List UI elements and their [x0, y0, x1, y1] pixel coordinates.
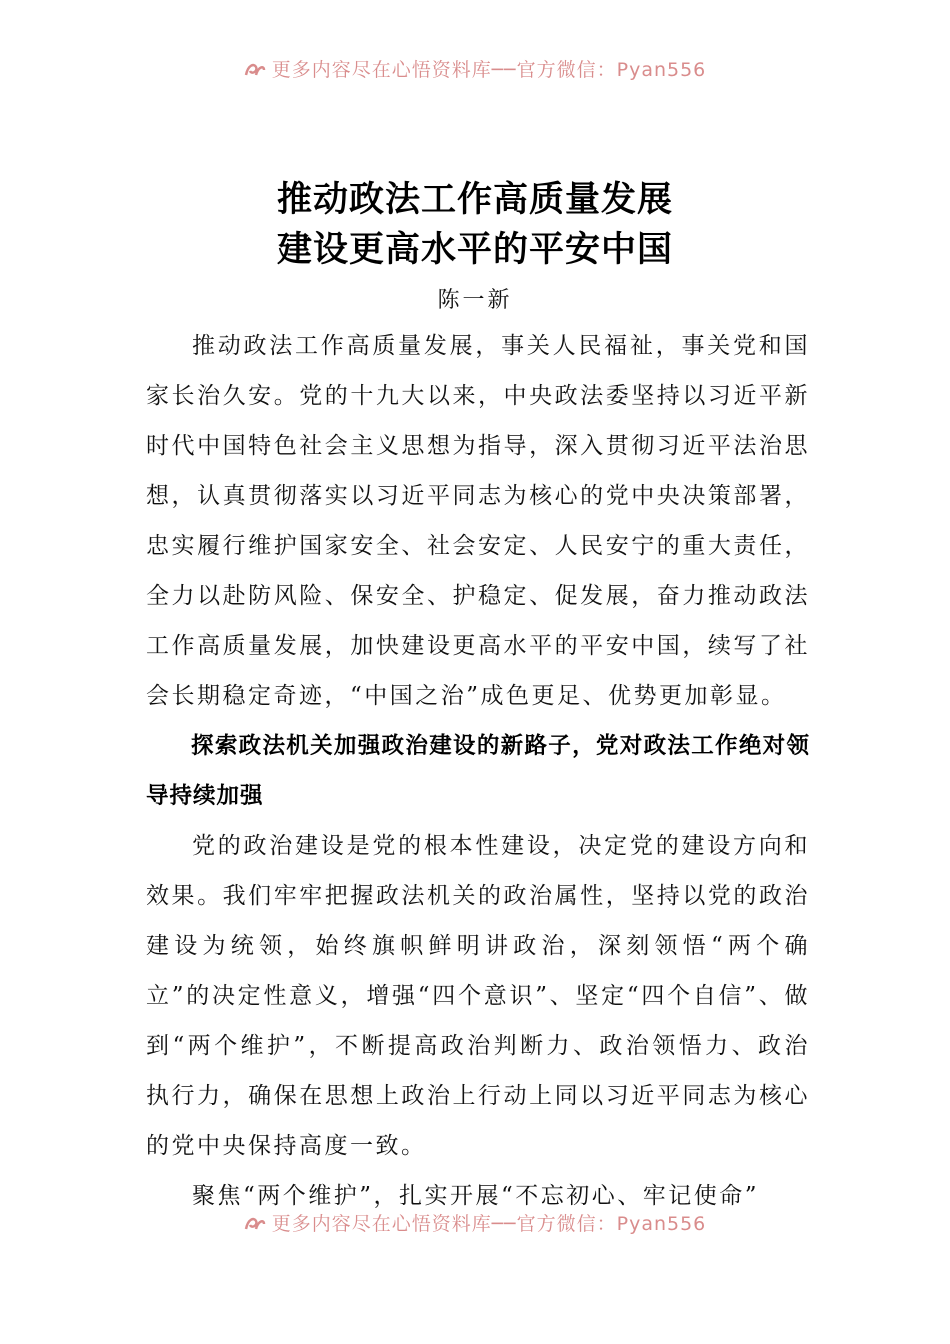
watermark-top — [0, 56, 950, 84]
paragraph-two-safeguards: 聚焦“两个维护”，扎实开展“不忘初心、牢记使命” — [192, 1183, 760, 1209]
watermark-text: 更多内容尽在心悟资料库──官方微信：Pyan556 — [271, 1213, 707, 1235]
title-line-2: 建设更高水平的平安中国 — [276, 229, 673, 270]
body-block-1 — [146, 321, 810, 1221]
paragraph-political-building: 党的政治建设是党的根本性建设，决定党的建设方向和效果。我们牢牢把握政法机关的政治属性，坚持以党的政治建设为统领，始终旗帜鲜明讲政治，深刻领悟“两个确立”的决定性意义，增强“四个意识”、坚定“四个自信”、做到“两个维护”，不断提高政治判断力、政治领悟力、政治执行力，确保在思想上政治上行动上同以习近平同志为核心的党中央保持高度一致。 — [146, 833, 810, 1159]
watermark-bottom — [0, 1210, 950, 1238]
watermark-text: 更多内容尽在心悟资料库──官方微信：Pyan556 — [271, 59, 707, 81]
logo-icon — [244, 1215, 266, 1233]
title-line-1: 推动政法工作高质量发展 — [276, 179, 673, 220]
section-heading: 探索政法机关加强政治建设的新路子，党对政法工作绝对领导持续加强 — [146, 733, 810, 809]
logo-icon — [244, 61, 266, 79]
author: 陈一新 — [437, 288, 513, 313]
paragraph-intro: 推动政法工作高质量发展，事关人民福祉，事关党和国家长治久安。党的十九大以来，中央政法委坚持以习近平新时代中国特色社会主义思想为指导，深入贯彻习近平法治思想，认真贯彻落实以习近平同志为核心的党中央决策部署，忠实履行维护国家安全、社会安定、人民安宁的重大责任，全力以赴防风险、保安全、护稳定、促发展，奋力推动政法工作高质量发展，加快建设更高水平的平安中国，续写了社会长期稳定奇迹，“中国之治”成色更足、优势更加彰显。 — [146, 333, 810, 709]
